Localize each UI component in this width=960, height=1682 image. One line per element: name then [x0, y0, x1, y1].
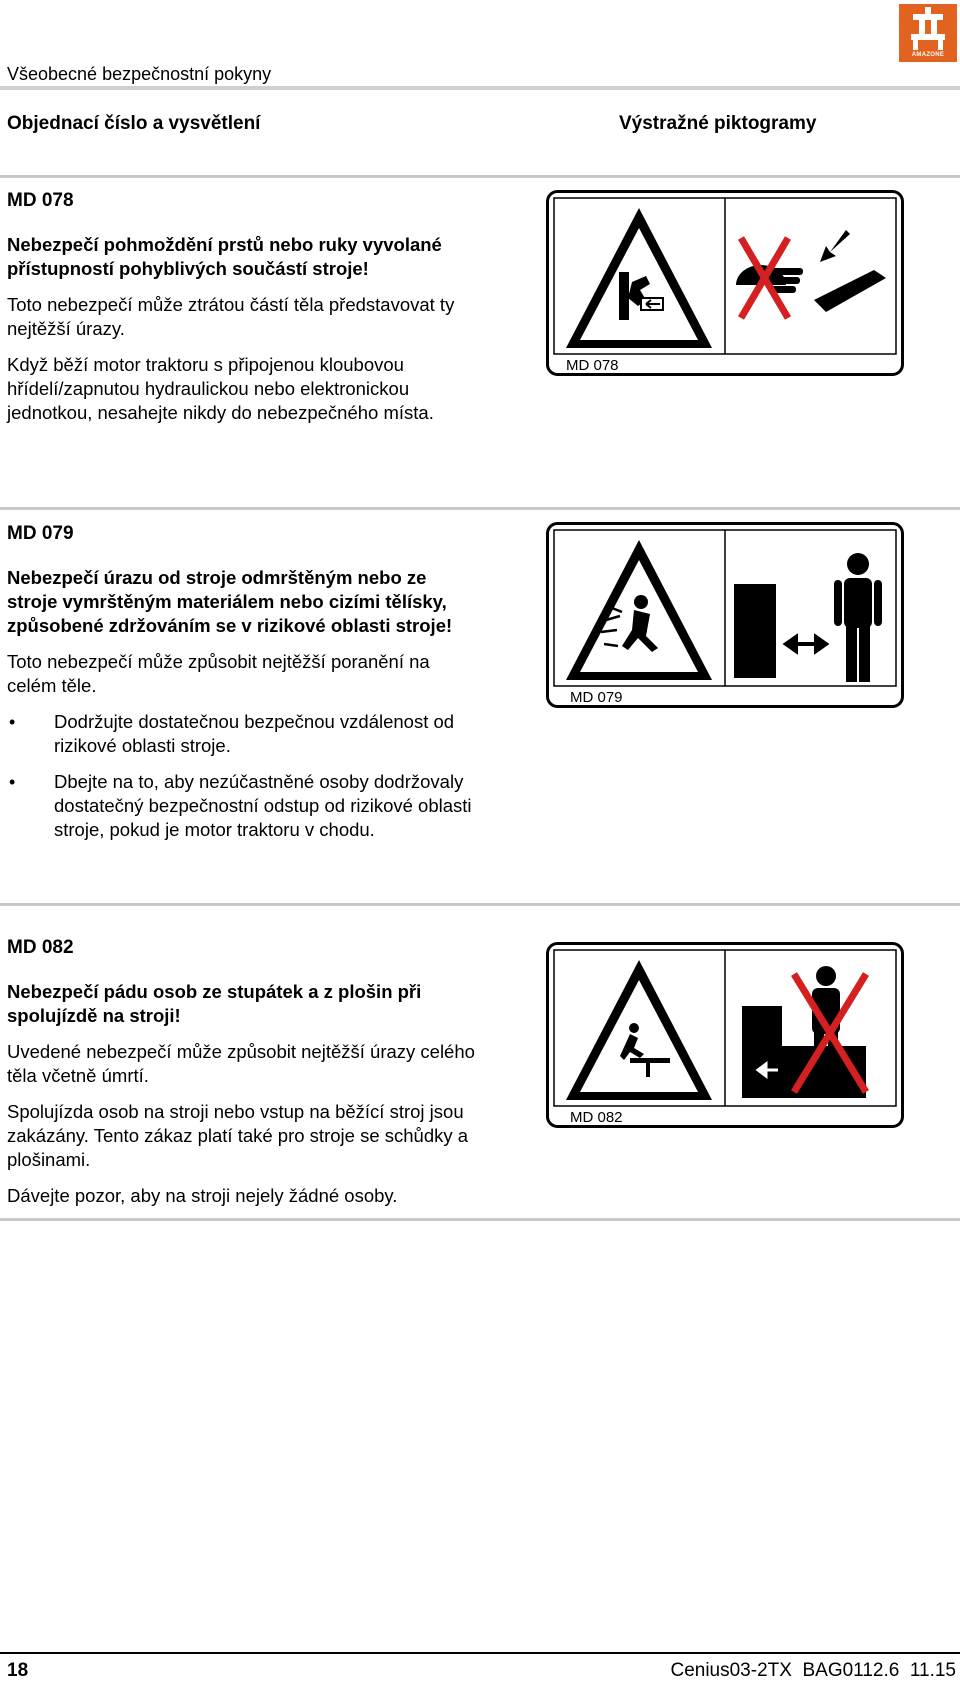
section-md079 — [7, 522, 477, 854]
amazone-logo — [899, 4, 957, 62]
section-code: MD 079 — [7, 523, 74, 544]
pictogram-md078 — [546, 190, 904, 376]
section-paragraph: Toto nebezpečí může ztrátou částí těla představovat ty nejtěžší úrazy. — [7, 294, 455, 339]
list-item: • Dodržujte dostatečnou bezpečnou vzdálenost od rizikové oblasti stroje. — [7, 710, 477, 758]
section-md078 — [7, 189, 477, 437]
header-title: Všeobecné bezpečnostní pokyny — [7, 64, 272, 84]
divider — [0, 507, 960, 510]
section-md082 — [7, 936, 477, 1220]
divider — [0, 1218, 960, 1221]
section-heading: Nebezpečí pohmoždění prstů nebo ruky vyvolané přístupností pohyblivých součástí stroje! — [7, 234, 442, 279]
divider — [0, 903, 960, 906]
list-item: • Dbejte na to, aby nezúčastněné osoby dodržovaly dostatečný bezpečnostní odstup od rizikové oblasti stroje, pokud je motor traktoru v chodu. — [7, 770, 477, 842]
header-rule — [0, 86, 960, 90]
document-id: Cenius03-2TX BAG0112.6 11.15 — [670, 1660, 956, 1681]
section-paragraph: Spolujízda osob na stroji nebo vstup na běžící stroj jsou zakázány. Tento zákaz platí také pro stroje se schůdky a plošinami. — [7, 1101, 469, 1170]
section-paragraph: Když běží motor traktoru s připojenou kloubovou hřídelí/zapnutou hydraulickou nebo elektronickou jednotkou, nesahejte nikdy do nebezpečného místa. — [7, 354, 434, 423]
section-paragraph: Uvedené nebezpečí může způsobit nejtěžší úrazy celého těla včetně úmrtí. — [7, 1041, 475, 1086]
section-code: MD 082 — [7, 937, 74, 958]
bullet-list — [7, 710, 477, 842]
column-heading-left: Objednací číslo a vysvětlení — [7, 113, 261, 134]
logo-text: AMAZONE — [911, 52, 945, 58]
picto-label: MD 078 — [566, 357, 619, 374]
section-code: MD 078 — [7, 190, 74, 211]
page-number: 18 — [7, 1660, 29, 1681]
divider — [0, 175, 960, 178]
section-heading: Nebezpečí pádu osob ze stupátek a z plošin při spolujízdě na stroji! — [7, 981, 422, 1026]
pictogram-md079 — [546, 522, 904, 708]
section-paragraph: Toto nebezpečí může způsobit nejtěžší poranění na celém těle. — [7, 651, 430, 696]
column-heading-right: Výstražné piktogramy — [619, 113, 817, 134]
pictogram-md082 — [546, 942, 904, 1128]
footer-rule — [0, 1652, 960, 1654]
section-paragraph: Dávejte pozor, aby na stroji nejely žádné osoby. — [7, 1185, 398, 1206]
picto-label: MD 079 — [570, 689, 623, 706]
picto-label: MD 082 — [570, 1109, 623, 1126]
section-heading: Nebezpečí úrazu od stroje odmrštěným nebo ze stroje vymrštěným materiálem nebo cizími tělísky, způsobené zdržováním se v rizikové oblasti stroje! — [7, 567, 453, 636]
